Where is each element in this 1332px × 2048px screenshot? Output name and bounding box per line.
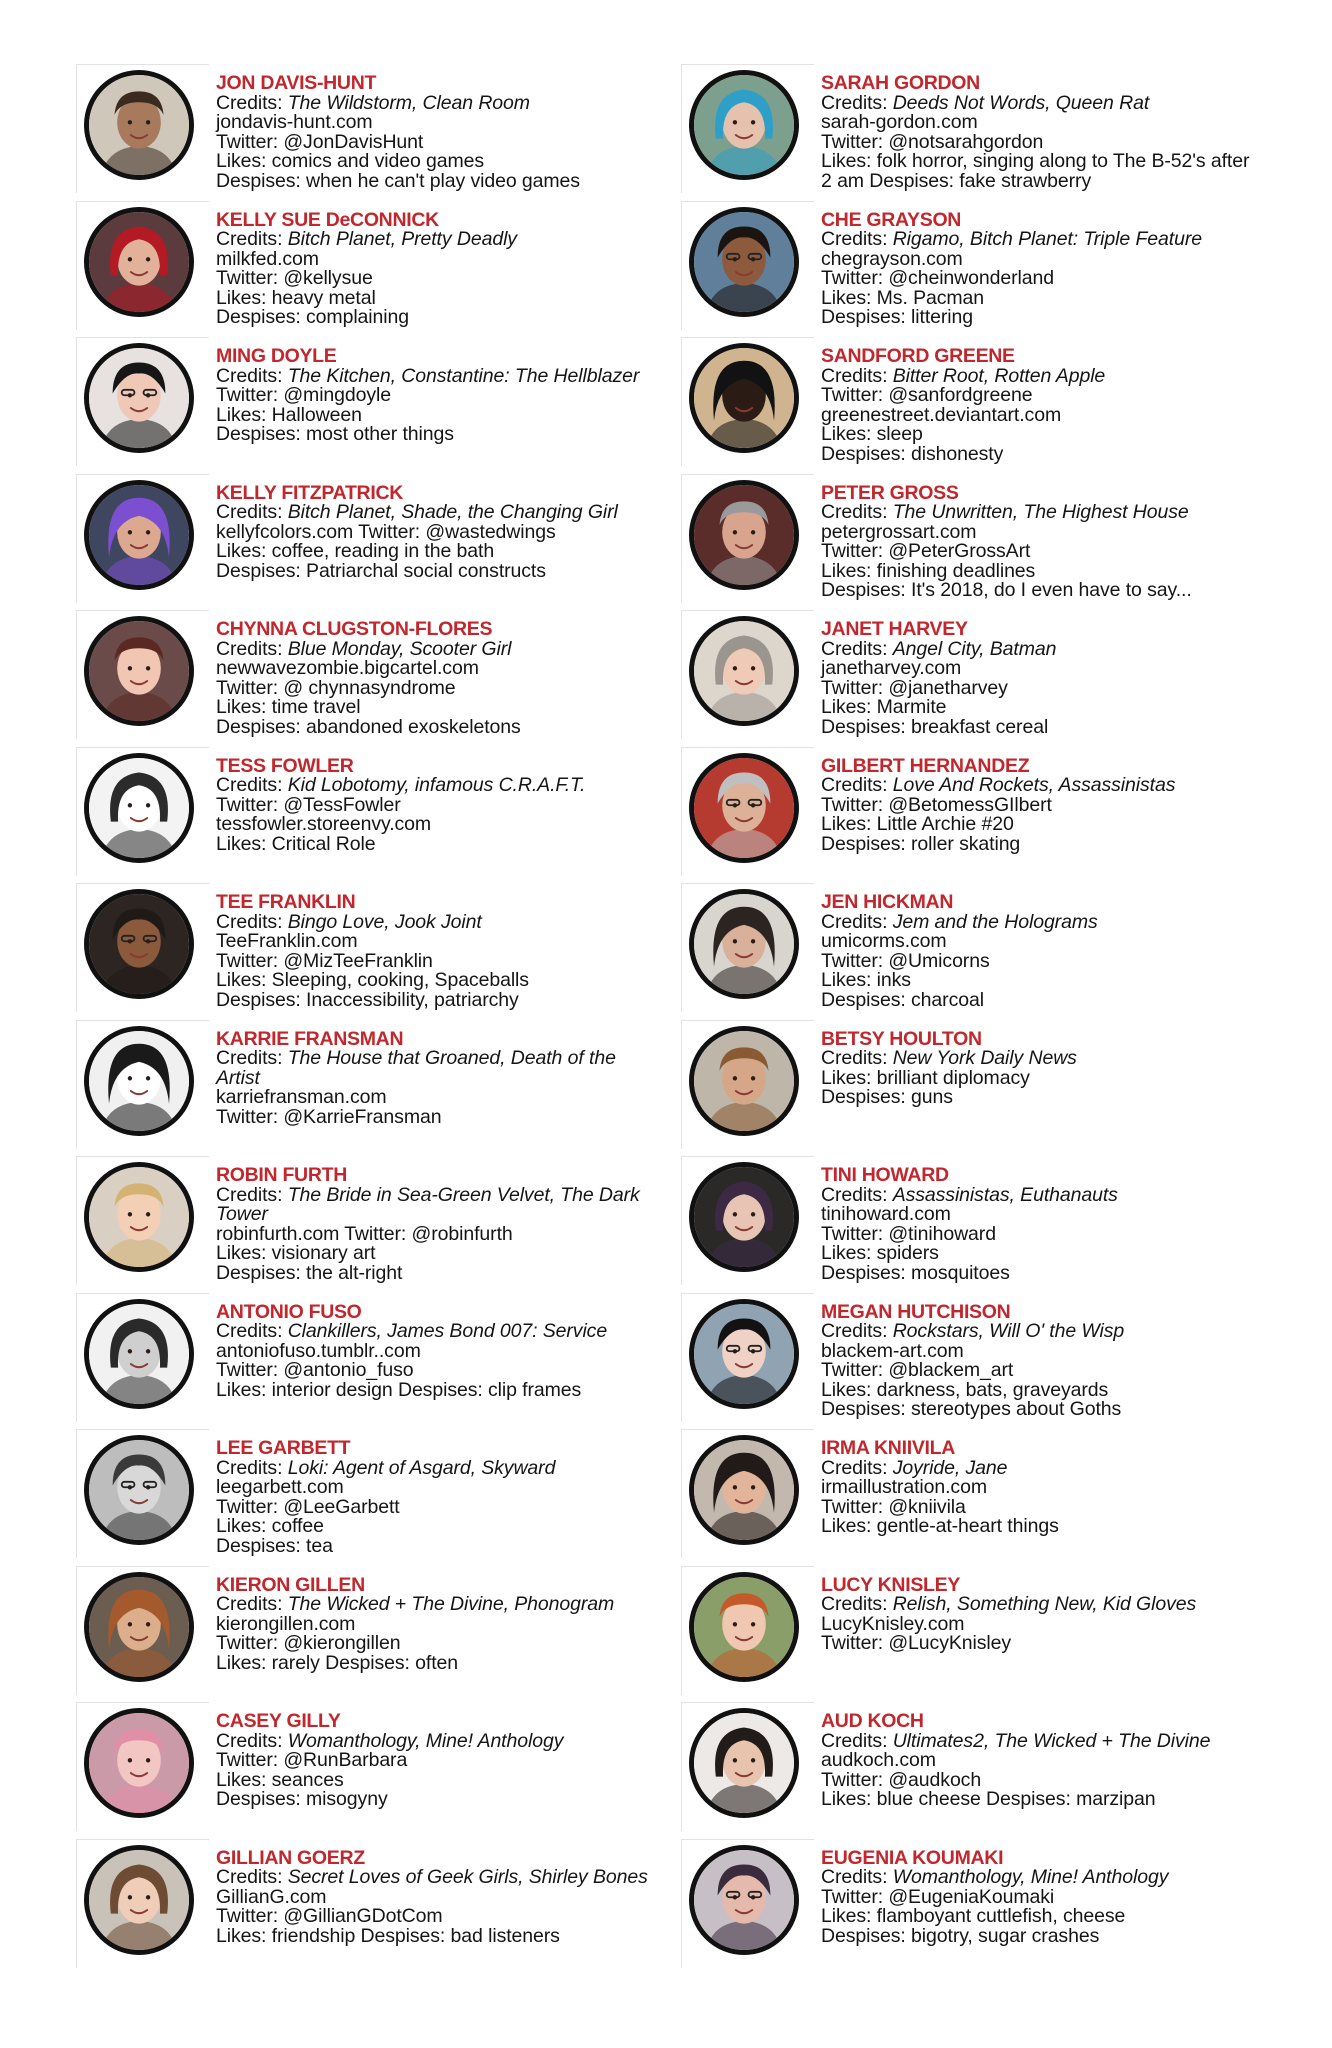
likes-line: Likes: interior design Despises: clip frames [216, 1378, 582, 1401]
credits-label: Credits: [216, 910, 288, 933]
contributor-entry-che-grayson [681, 199, 1261, 336]
likes-line: Likes: visionary art [216, 1242, 376, 1265]
despises-line: Despises: littering [821, 306, 973, 329]
right-column [681, 62, 1261, 1973]
contributor-entry-irma-kniivila [681, 1427, 1261, 1564]
credits-titles: Bitter Root, Rotten Apple [892, 364, 1106, 387]
avatar-photo [689, 70, 799, 180]
website-link[interactable]: jondavis-hunt.com [216, 111, 373, 134]
website-link[interactable]: janetharvey.com [821, 657, 962, 680]
despises-line: Despises: misogyny [216, 1788, 388, 1811]
contributor-entry-lee-garbett [76, 1427, 656, 1564]
avatar-photo [84, 1845, 194, 1955]
likes-line: Likes: brilliant diplomacy [821, 1066, 1030, 1089]
credits-label: Credits: [821, 1047, 893, 1070]
likes-line: Likes: seances [216, 1768, 344, 1791]
credits-titles: Rigamo, Bitch Planet: Triple Feature [892, 228, 1202, 251]
likes-line: Likes: time travel [216, 696, 361, 719]
twitter-handle: Twitter: @janetharvey [821, 676, 1008, 699]
website-link[interactable]: newwavezombie.bigcartel.com [216, 657, 479, 680]
twitter-handle: Twitter: @EugeniaKoumaki [821, 1885, 1055, 1908]
credits-label: Credits: [821, 1320, 893, 1343]
contributor-entry-robin-furth [76, 1154, 656, 1291]
contributor-info [821, 754, 1259, 855]
contributor-info [821, 1712, 1259, 1810]
credits-titles: The Wicked + The Divine, Phonogram [287, 1593, 615, 1616]
likes-line: Likes: heavy metal [216, 286, 376, 309]
likes-line: Likes: flamboyant cuttlefish, cheese [821, 1905, 1126, 1928]
contributor-info [216, 1166, 654, 1284]
credits-titles: Womanthology, Mine! Anthology [287, 1729, 564, 1752]
credits-label: Credits: [216, 1047, 288, 1070]
credits-label: Credits: [821, 1183, 893, 1206]
avatar-photo [689, 1162, 799, 1272]
contributor-name: KARRIE FRANSMAN [216, 1027, 404, 1050]
contributor-name: LUCY KNISLEY [821, 1573, 961, 1596]
avatar-photo [84, 480, 194, 590]
website-link[interactable]: robinfurth.com Twitter: @robinfurth [216, 1222, 513, 1245]
twitter-handle: Twitter: @BetomessGIlbert [821, 793, 1052, 816]
avatar-photo [84, 889, 194, 999]
likes-line: Likes: coffee, reading in the bath [216, 540, 495, 563]
contributor-entry-kelly-sue-deconnick [76, 199, 656, 336]
likes-line: Likes: Critical Role [216, 832, 376, 855]
avatar-photo [689, 1572, 799, 1682]
contributor-info [216, 481, 654, 582]
likes-line: Likes: gentle-at-heart things [821, 1515, 1059, 1538]
likes-line: Likes: blue cheese Despises: marzipan [821, 1788, 1156, 1811]
avatar-photo [689, 1845, 799, 1955]
credits-label: Credits: [216, 228, 288, 251]
likes-line: Likes: Little Archie #20 [821, 813, 1014, 836]
avatar-photo [84, 207, 194, 317]
contributor-name: JANET HARVEY [821, 618, 968, 640]
contributor-entry-gilbert-hernandez [681, 745, 1261, 882]
credits-line [821, 776, 1259, 796]
contributor-info [216, 1712, 654, 1810]
contributor-name: PETER GROSS [821, 481, 959, 504]
website-link[interactable]: tinihoward.com [821, 1203, 951, 1226]
twitter-handle: Twitter: @LeeGarbett [216, 1495, 400, 1518]
credits-line [216, 1049, 654, 1088]
credits-label: Credits: [821, 1729, 893, 1752]
contributor-name: TESS FOWLER [216, 754, 354, 777]
contributor-info [216, 208, 654, 329]
avatar-photo [84, 1162, 194, 1272]
contributor-name: GILLIAN GOERZ [216, 1846, 365, 1869]
contributor-name: KELLY SUE DeCONNICK [216, 208, 439, 231]
avatar-photo [689, 207, 799, 317]
credits-titles: Love And Rockets, Assassinistas [892, 774, 1176, 797]
contributor-info [821, 347, 1259, 465]
website-link[interactable]: audkoch.com [821, 1749, 936, 1772]
credits-line [216, 230, 654, 250]
contributor-entry-sarah-gordon [681, 62, 1261, 199]
credits-titles: The House that Groaned, Death of the Artist [216, 1047, 616, 1089]
contributor-entry-chynna-clugston-flores [76, 608, 656, 745]
avatar-photo [689, 616, 799, 726]
twitter-handle: Twitter: @TessFowler [216, 793, 401, 816]
contributor-name: CHE GRAYSON [821, 208, 962, 231]
twitter-handle: Twitter: @kellysue [216, 267, 373, 290]
credits-titles: The Wildstorm, Clean Room [287, 91, 530, 114]
contributor-name: TEE FRANKLIN [216, 891, 356, 913]
despises-line: Despises: stereotypes about Goths [821, 1398, 1122, 1421]
contributor-info [216, 1027, 654, 1128]
contributor-entry-tee-franklin [76, 881, 656, 1018]
contributor-info [821, 1573, 1259, 1655]
despises-line: Despises: Patriarchal social constructs [216, 559, 546, 582]
website-link[interactable]: petergrossart.com [821, 520, 977, 543]
contributor-entry-gillian-goerz [76, 1837, 656, 1974]
contributor-info [216, 1300, 654, 1401]
credits-label: Credits: [216, 1866, 288, 1889]
contributor-entry-aud-koch [681, 1700, 1261, 1837]
contributor-entry-casey-gilly [76, 1700, 656, 1837]
avatar-photo [84, 1708, 194, 1818]
credits-line [216, 776, 654, 796]
avatar-photo [84, 1435, 194, 1545]
contributor-entry-tess-fowler [76, 745, 656, 882]
despises-line: Despises: when he can't play video games [216, 169, 580, 192]
website-link[interactable]: milkfed.com [216, 247, 319, 270]
credits-titles: Kid Lobotomy, infamous C.R.A.F.T. [287, 774, 586, 797]
contributor-info [821, 481, 1259, 602]
despises-line: Despises: Inaccessibility, patriarchy [216, 988, 519, 1011]
twitter-handle: Twitter: @cheinwonderland [821, 267, 1054, 290]
credits-titles: The Bride in Sea-Green Velvet, The Dark Tower [216, 1183, 640, 1226]
contributor-name: AUD KOCH [821, 1710, 924, 1732]
contributor-name: KELLY FITZPATRICK [216, 481, 404, 504]
twitter-handle: Twitter: @audkoch [821, 1768, 982, 1791]
contributor-name: TINI HOWARD [821, 1164, 949, 1186]
contributor-entry-jen-hickman [681, 881, 1261, 1018]
contributor-name: LEE GARBETT [216, 1437, 351, 1459]
avatar-photo [689, 1435, 799, 1545]
contributor-name: GILBERT HERNANDEZ [821, 754, 1030, 777]
credits-label: Credits: [216, 501, 288, 524]
twitter-handle: Twitter: @blackem_art [821, 1359, 1014, 1382]
credits-titles: Clankillers, James Bond 007: Service [287, 1320, 608, 1343]
twitter-handle: Twitter: @PeterGrossArt [821, 540, 1031, 563]
despises-line: Despises: complaining [216, 306, 409, 329]
contributor-entry-ming-doyle [76, 335, 656, 472]
contributor-info [821, 893, 1259, 1011]
credits-label: Credits: [216, 1320, 288, 1343]
twitter-handle: Twitter: @antonio_fuso [216, 1359, 414, 1382]
avatar-photo [84, 1026, 194, 1136]
contributor-info [821, 620, 1259, 738]
contributor-entry-betsy-houlton [681, 1018, 1261, 1155]
credits-titles: Secret Loves of Geek Girls, Shirley Bones [287, 1866, 648, 1889]
credits-label: Credits: [216, 1593, 288, 1616]
despises-line: Despises: breakfast cereal [821, 715, 1049, 738]
credits-label: Credits: [821, 228, 893, 251]
credits-line [821, 1049, 1259, 1069]
twitter-handle: Twitter: @LucyKnisley [821, 1632, 1012, 1655]
contributor-entry-tini-howard [681, 1154, 1261, 1291]
credits-line [216, 503, 654, 523]
contributor-entry-eugenia-koumaki [681, 1837, 1261, 1974]
despises-line: Despises: the alt-right [216, 1261, 403, 1284]
contributor-entry-janet-harvey [681, 608, 1261, 745]
contributor-entry-antonio-fuso [76, 1291, 656, 1428]
credits-titles: Bingo Love, Jook Joint [287, 910, 482, 933]
twitter-handle: Twitter: @KarrieFransman [216, 1105, 442, 1128]
contributor-info [821, 1846, 1259, 1947]
despises-line: Despises: roller skating [821, 832, 1021, 855]
likes-line: Likes: sleep [821, 423, 923, 446]
contributor-info [821, 1027, 1259, 1109]
website-link[interactable]: kellyfcolors.com Twitter: @wastedwings [216, 520, 556, 543]
credits-line [821, 1595, 1259, 1615]
website-link[interactable]: greenestreet.deviantart.com [821, 403, 1062, 426]
contributor-name: ROBIN FURTH [216, 1164, 348, 1186]
left-column [76, 62, 656, 1973]
contributor-entry-peter-gross [681, 472, 1261, 609]
contributor-info [216, 1846, 654, 1947]
credits-label: Credits: [821, 1593, 893, 1616]
contributor-info [821, 1300, 1259, 1421]
contributor-name: BETSY HOULTON [821, 1027, 982, 1050]
website-link[interactable]: antoniofuso.tumblr..com [216, 1339, 421, 1362]
likes-line: Likes: Marmite [821, 696, 947, 719]
website-link[interactable]: tessfowler.storeenvy.com [216, 813, 432, 836]
likes-line: Likes: Halloween [216, 403, 362, 426]
contributor-info [216, 893, 654, 1011]
credits-label: Credits: [821, 910, 893, 933]
contributor-entry-sandford-greene [681, 335, 1261, 472]
despises-line: Despises: abandoned exoskeletons [216, 715, 521, 738]
twitter-handle: Twitter: @tinihoward [821, 1222, 996, 1245]
contributor-name: CHYNNA CLUGSTON-FLORES [216, 618, 493, 640]
website-link[interactable]: LucyKnisley.com [821, 1612, 965, 1635]
likes-line: Likes: inks [821, 969, 911, 992]
credits-titles: Womanthology, Mine! Anthology [892, 1866, 1169, 1889]
credits-label: Credits: [821, 637, 893, 660]
avatar-photo [689, 1708, 799, 1818]
contributor-name: SARAH GORDON [821, 72, 980, 94]
contributor-info [216, 1573, 654, 1674]
credits-label: Credits: [216, 1183, 288, 1206]
likes-line: Likes: Sleeping, cooking, Spaceballs [216, 969, 529, 992]
contributor-info [216, 347, 654, 445]
credits-line [821, 503, 1259, 523]
avatar-photo [84, 616, 194, 726]
website-link[interactable]: blackem-art.com [821, 1339, 964, 1362]
despises-line: Despises: guns [821, 1086, 953, 1109]
contributor-entry-lucy-knisley [681, 1564, 1261, 1701]
credits-titles: The Unwritten, The Highest House [892, 501, 1189, 524]
credits-titles: Blue Monday, Scooter Girl [287, 637, 512, 660]
credits-label: Credits: [216, 774, 288, 797]
contributor-info [821, 1439, 1259, 1537]
website-link[interactable]: irmaillustration.com [821, 1476, 987, 1499]
contributor-entry-megan-hutchison [681, 1291, 1261, 1428]
credits-titles: Bitch Planet, Shade, the Changing Girl [287, 501, 618, 524]
twitter-handle: Twitter: @Umicorns [821, 949, 990, 972]
avatar-photo [84, 1299, 194, 1409]
avatar-photo [689, 753, 799, 863]
credits-line [821, 230, 1259, 250]
contributor-info [216, 74, 654, 192]
likes-line: Likes: friendship Despises: bad listeners [216, 1924, 560, 1947]
avatar-photo [84, 343, 194, 453]
avatar-photo [689, 480, 799, 590]
twitter-handle: Twitter: @MizTeeFranklin [216, 949, 433, 972]
avatar-photo [689, 343, 799, 453]
credits-titles: Deeds Not Words, Queen Rat [892, 91, 1150, 114]
despises-line: Despises: bigotry, sugar crashes [821, 1924, 1100, 1947]
likes-line: Likes: comics and video games [216, 150, 485, 173]
likes-line: Likes: rarely Despises: often [216, 1651, 459, 1674]
likes-line: Likes: Ms. Pacman [821, 286, 985, 309]
credits-label: Credits: [821, 91, 893, 114]
credits-label: Credits: [821, 501, 893, 524]
credits-label: Credits: [821, 364, 893, 387]
contributor-name: SANDFORD GREENE [821, 345, 1015, 367]
contributor-name: ANTONIO FUSO [216, 1300, 362, 1323]
contributor-name: IRMA KNIIVILA [821, 1437, 956, 1459]
contributor-entry-jon-davis-hunt [76, 62, 656, 199]
website-link[interactable]: GillianG.com [216, 1885, 327, 1908]
likes-line: Likes: spiders [821, 1242, 939, 1265]
contributors-page [76, 62, 1256, 1982]
contributor-name: MING DOYLE [216, 345, 337, 367]
credits-titles: Bitch Planet, Pretty Deadly [287, 228, 517, 251]
twitter-handle: Twitter: @kniivila [821, 1495, 966, 1518]
credits-titles: Angel City, Batman [892, 637, 1057, 660]
twitter-handle: Twitter: @GillianGDotCom [216, 1905, 443, 1928]
contributor-name: EUGENIA KOUMAKI [821, 1846, 1004, 1869]
twitter-handle: Twitter: @ chynnasyndrome [216, 676, 456, 699]
credits-line [216, 1183, 654, 1226]
credits-line [216, 1868, 654, 1888]
credits-label: Credits: [821, 1866, 893, 1889]
avatar-photo [689, 889, 799, 999]
contributor-info [821, 74, 1259, 192]
twitter-handle: Twitter: @kierongillen [216, 1632, 401, 1655]
twitter-handle: Twitter: @sanfordgreene [821, 384, 1033, 407]
credits-titles: Rockstars, Will O' the Wisp [892, 1320, 1125, 1343]
credits-titles: Loki: Agent of Asgard, Skyward [287, 1456, 556, 1479]
contributor-info [216, 754, 654, 855]
credits-line [821, 1322, 1259, 1342]
despises-line: Despises: charcoal [821, 988, 984, 1011]
contributor-name: CASEY GILLY [216, 1710, 341, 1732]
credits-label: Credits: [216, 91, 288, 114]
credits-titles: Ultimates2, The Wicked + The Divine [892, 1729, 1211, 1752]
credits-label: Credits: [216, 637, 288, 660]
credits-titles: Joyride, Jane [892, 1456, 1008, 1479]
likes-line: Likes: finishing deadlines [821, 559, 1036, 582]
twitter-handle: Twitter: @notsarahgordon [821, 130, 1044, 153]
despises-line: Despises: tea [216, 1534, 333, 1557]
website-link[interactable]: chegrayson.com [821, 247, 963, 270]
avatar-photo [689, 1299, 799, 1409]
credits-titles: Relish, Something New, Kid Gloves [892, 1593, 1197, 1616]
credits-label: Credits: [216, 364, 288, 387]
credits-titles: Assassinistas, Euthanauts [892, 1183, 1118, 1206]
avatar-photo [84, 1572, 194, 1682]
twitter-handle: Twitter: @JonDavisHunt [216, 130, 424, 153]
contributor-name: JON DAVIS-HUNT [216, 72, 377, 94]
credits-label: Credits: [216, 1729, 288, 1752]
likes-line: Likes: coffee [216, 1515, 324, 1538]
contributor-info [216, 620, 654, 738]
avatar-photo [84, 70, 194, 180]
likes-line: Likes: folk horror, singing along to The B-52's after 2 am Despises: fake strawberry [821, 150, 1250, 192]
despises-line: Despises: most other things [216, 423, 454, 446]
credits-titles: New York Daily News [892, 1047, 1077, 1070]
avatar-photo [84, 753, 194, 863]
despises-line: Despises: It's 2018, do I even have to say... [821, 579, 1192, 602]
credits-label: Credits: [216, 1456, 288, 1479]
contributor-entry-kelly-fitzpatrick [76, 472, 656, 609]
contributor-info [821, 208, 1259, 329]
likes-line: Likes: darkness, bats, graveyards [821, 1378, 1109, 1401]
website-link[interactable]: umicorms.com [821, 930, 947, 953]
twitter-handle: Twitter: @mingdoyle [216, 384, 392, 407]
website-link[interactable]: karriefransman.com [216, 1086, 387, 1109]
twitter-handle: Twitter: @RunBarbara [216, 1749, 408, 1772]
contributor-info [216, 1439, 654, 1557]
contributor-entry-kieron-gillen [76, 1564, 656, 1701]
contributor-info [821, 1166, 1259, 1284]
credits-line [216, 1595, 654, 1615]
contributor-name: KIERON GILLEN [216, 1573, 365, 1596]
contributor-name: MEGAN HUTCHISON [821, 1300, 1011, 1323]
website-link[interactable]: TeeFranklin.com [216, 930, 358, 953]
despises-line: Despises: dishonesty [821, 442, 1004, 465]
contributor-entry-karrie-fransman [76, 1018, 656, 1155]
credits-label: Credits: [821, 774, 893, 797]
website-link[interactable]: leegarbett.com [216, 1476, 344, 1499]
credits-titles: The Kitchen, Constantine: The Hellblazer [287, 364, 640, 387]
credits-line [216, 1322, 654, 1342]
avatar-photo [689, 1026, 799, 1136]
despises-line: Despises: mosquitoes [821, 1261, 1010, 1284]
contributor-name: JEN HICKMAN [821, 891, 954, 913]
credits-label: Credits: [821, 1456, 893, 1479]
credits-line [821, 1868, 1259, 1888]
website-link[interactable]: kierongillen.com [216, 1612, 356, 1635]
website-link[interactable]: sarah-gordon.com [821, 111, 978, 134]
credits-titles: Jem and the Holograms [892, 910, 1098, 933]
